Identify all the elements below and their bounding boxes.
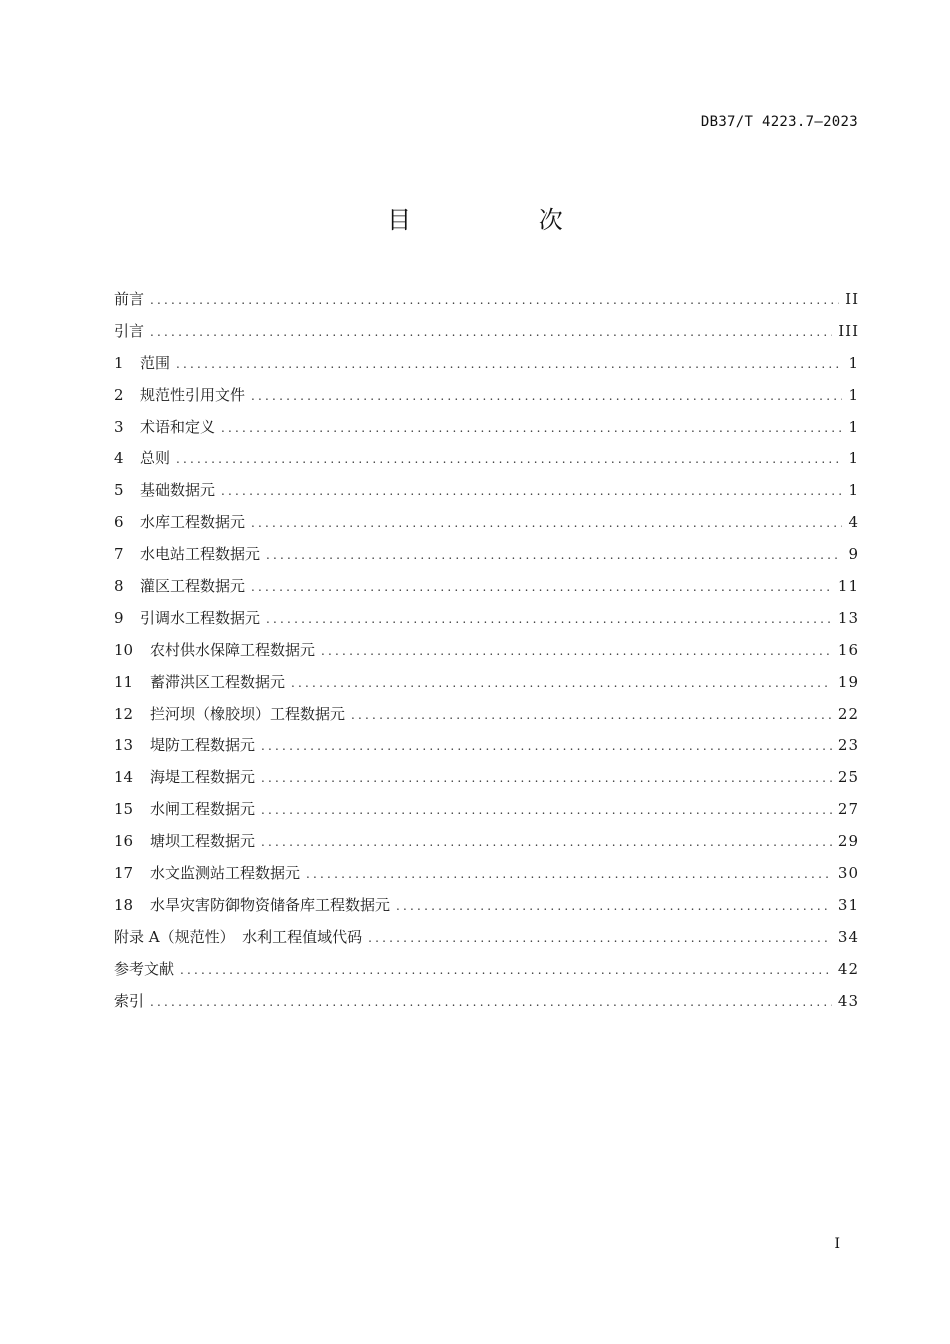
table-of-contents bbox=[114, 284, 859, 1017]
toc-dot-leader bbox=[261, 795, 832, 827]
toc-entry-label: 索引 bbox=[114, 991, 145, 1010]
toc-entry-label: 堤防工程数据元 bbox=[150, 736, 256, 755]
toc-entry-label: 水文监测站工程数据元 bbox=[150, 864, 301, 883]
toc-dot-leader bbox=[221, 413, 842, 445]
toc-entry-number: 18 bbox=[114, 895, 134, 914]
toc-entry[interactable] bbox=[114, 699, 859, 731]
toc-entry-label: 术语和定义 bbox=[140, 417, 216, 436]
toc-entry-label: 附录 A（规范性） 水利工程值域代码 bbox=[114, 927, 363, 946]
toc-dot-leader bbox=[150, 285, 839, 317]
toc-entry-number: 5 bbox=[114, 481, 124, 500]
toc-entry-page: 1 bbox=[848, 385, 859, 404]
toc-entry[interactable] bbox=[114, 858, 859, 890]
toc-entry-page: 22 bbox=[837, 704, 859, 723]
toc-entry[interactable] bbox=[114, 794, 859, 826]
toc-entry-number: 4 bbox=[114, 449, 124, 468]
toc-entry-label: 总则 bbox=[140, 449, 171, 468]
toc-dot-leader bbox=[261, 763, 832, 795]
toc-entry-label: 蓄滞洪区工程数据元 bbox=[150, 672, 286, 691]
toc-entry[interactable] bbox=[114, 571, 859, 603]
toc-dot-leader bbox=[251, 508, 842, 540]
page-title: 目 次 bbox=[387, 206, 623, 234]
toc-entry-page: 25 bbox=[837, 768, 859, 787]
toc-entry-page: 1 bbox=[848, 449, 859, 468]
toc-entry-page: 11 bbox=[837, 577, 859, 596]
toc-dot-leader bbox=[150, 987, 832, 1019]
toc-entry[interactable] bbox=[114, 826, 859, 858]
toc-dot-leader bbox=[266, 540, 842, 572]
toc-dot-leader bbox=[221, 476, 842, 508]
toc-entry-label: 农村供水保障工程数据元 bbox=[150, 640, 316, 659]
toc-entry-page: 29 bbox=[837, 832, 859, 851]
toc-entry-number: 6 bbox=[114, 513, 124, 532]
toc-entry[interactable] bbox=[114, 475, 859, 507]
toc-dot-leader bbox=[180, 955, 832, 987]
toc-entry-number: 15 bbox=[114, 800, 134, 819]
toc-entry-label: 范围 bbox=[140, 353, 171, 372]
toc-entry[interactable] bbox=[114, 986, 859, 1018]
toc-entry-number: 17 bbox=[114, 864, 134, 883]
toc-entry-page: 23 bbox=[837, 736, 859, 755]
toc-entry-page: 31 bbox=[837, 895, 859, 914]
toc-entry-label: 塘坝工程数据元 bbox=[150, 832, 256, 851]
toc-entry-number: 8 bbox=[114, 577, 124, 596]
toc-entry[interactable] bbox=[114, 635, 859, 667]
toc-entry[interactable] bbox=[114, 507, 859, 539]
document-code: DB37/T 4223.7—2023 bbox=[700, 114, 858, 130]
toc-entry-label: 水库工程数据元 bbox=[140, 513, 246, 532]
toc-entry-label: 水闸工程数据元 bbox=[150, 800, 256, 819]
toc-dot-leader bbox=[261, 731, 832, 763]
toc-entry-page: 34 bbox=[837, 927, 859, 946]
toc-dot-leader bbox=[176, 349, 842, 381]
toc-entry-label: 规范性引用文件 bbox=[140, 385, 246, 404]
toc-dot-leader bbox=[321, 636, 832, 668]
page-number: I bbox=[834, 1236, 840, 1252]
toc-entry[interactable] bbox=[114, 348, 859, 380]
toc-entry[interactable] bbox=[114, 954, 859, 986]
toc-entry-label: 基础数据元 bbox=[140, 481, 216, 500]
toc-entry-label: 引言 bbox=[114, 321, 145, 340]
toc-entry[interactable] bbox=[114, 380, 859, 412]
toc-entry[interactable] bbox=[114, 539, 859, 571]
toc-entry[interactable] bbox=[114, 443, 859, 475]
toc-entry-page: 16 bbox=[837, 640, 859, 659]
toc-entry-number: 9 bbox=[114, 608, 124, 627]
toc-entry-page: 1 bbox=[848, 481, 859, 500]
toc-entry[interactable] bbox=[114, 316, 859, 348]
toc-entry[interactable] bbox=[114, 412, 859, 444]
toc-entry-page: III bbox=[838, 321, 859, 340]
toc-entry-label: 海堤工程数据元 bbox=[150, 768, 256, 787]
toc-entry-label: 拦河坝（橡胶坝）工程数据元 bbox=[150, 704, 346, 723]
toc-entry-page: 1 bbox=[848, 353, 859, 372]
toc-entry[interactable] bbox=[114, 284, 859, 316]
toc-entry-label: 水电站工程数据元 bbox=[140, 545, 261, 564]
toc-dot-leader bbox=[150, 317, 832, 349]
toc-entry-label: 水旱灾害防御物资储备库工程数据元 bbox=[150, 895, 391, 914]
toc-entry-number: 1 bbox=[114, 353, 124, 372]
toc-entry-label: 前言 bbox=[114, 290, 145, 308]
toc-dot-leader bbox=[266, 604, 832, 636]
toc-dot-leader bbox=[306, 859, 832, 891]
toc-entry-page: 42 bbox=[837, 959, 859, 978]
toc-dot-leader bbox=[261, 827, 832, 859]
toc-entry-number: 12 bbox=[114, 704, 134, 723]
toc-dot-leader bbox=[396, 891, 832, 923]
toc-entry-page: 27 bbox=[837, 800, 859, 819]
toc-entry-number: 16 bbox=[114, 832, 134, 851]
toc-dot-leader bbox=[291, 668, 832, 700]
toc-entry-number: 3 bbox=[114, 417, 124, 436]
toc-entry[interactable] bbox=[114, 667, 859, 699]
toc-entry-page: II bbox=[845, 290, 859, 308]
toc-dot-leader bbox=[368, 923, 832, 955]
toc-entry-label: 引调水工程数据元 bbox=[140, 608, 261, 627]
toc-entry-page: 13 bbox=[837, 608, 859, 627]
toc-entry[interactable] bbox=[114, 922, 859, 954]
toc-entry-number: 14 bbox=[114, 768, 134, 787]
toc-entry-page: 4 bbox=[848, 513, 859, 532]
toc-entry-page: 1 bbox=[848, 417, 859, 436]
toc-entry[interactable] bbox=[114, 730, 859, 762]
toc-entry-number: 13 bbox=[114, 736, 134, 755]
toc-entry-number: 2 bbox=[114, 385, 124, 404]
toc-entry-page: 19 bbox=[837, 672, 859, 691]
toc-entry[interactable] bbox=[114, 762, 859, 794]
toc-entry[interactable] bbox=[114, 890, 859, 922]
toc-dot-leader bbox=[251, 572, 832, 604]
toc-entry-number: 7 bbox=[114, 545, 124, 564]
toc-entry-number: 11 bbox=[114, 672, 134, 691]
toc-entry-number: 10 bbox=[114, 640, 134, 659]
toc-dot-leader bbox=[251, 381, 842, 413]
toc-entry-page: 30 bbox=[837, 864, 859, 883]
toc-entry[interactable] bbox=[114, 603, 859, 635]
toc-entry-label: 灌区工程数据元 bbox=[140, 577, 246, 596]
toc-entry-page: 9 bbox=[848, 545, 859, 564]
toc-dot-leader bbox=[176, 444, 842, 476]
toc-entry-label: 参考文献 bbox=[114, 959, 175, 978]
toc-dot-leader bbox=[351, 700, 832, 732]
toc-entry-page: 43 bbox=[837, 991, 859, 1010]
